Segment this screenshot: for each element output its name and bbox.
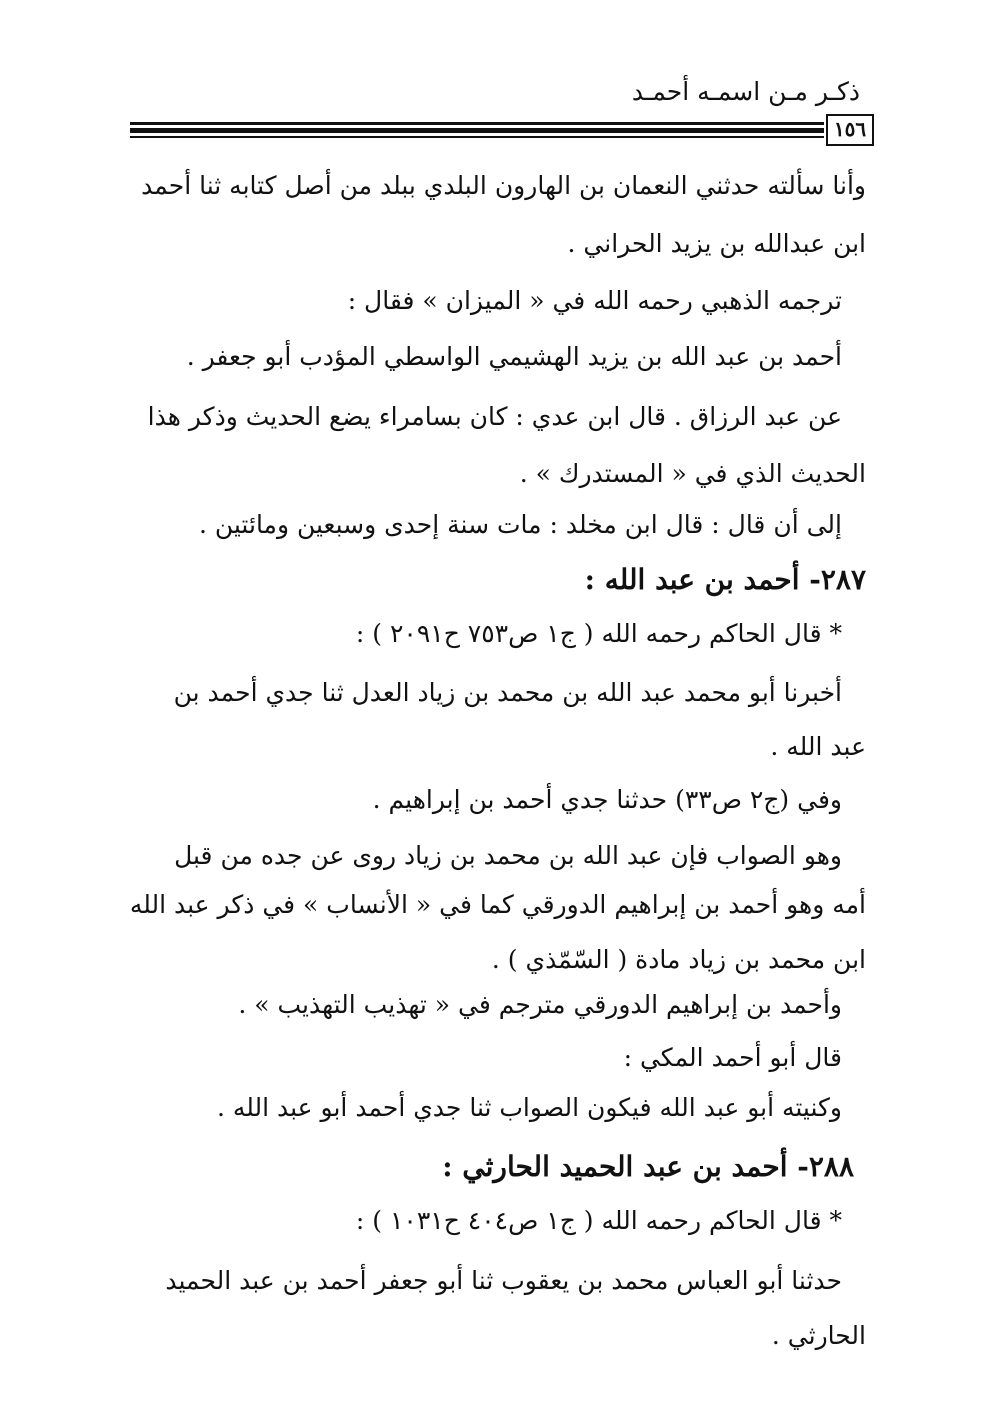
entry-heading-288: ٢٨٨- أحمد بن عبد الحميد الحارثي : bbox=[442, 1150, 854, 1183]
header-rule-hair bbox=[130, 136, 824, 138]
text-line: الحارثي . bbox=[771, 1321, 866, 1350]
text-line: وأحمد بن إبراهيم الدورقي مترجم في « تهذيب التهذيب » . bbox=[238, 990, 842, 1019]
text-line: وكنيته أبو عبد الله فيكون الصواب ثنا جدي أحمد أبو عبد الله . bbox=[216, 1093, 842, 1122]
text-line: أحمد بن عبد الله بن يزيد الهشيمي الواسطي المؤدب أبو جعفر . bbox=[186, 342, 842, 371]
text-line: حدثنا أبو العباس محمد بن يعقوب ثنا أبو جعفر أحمد بن عبد الحميد bbox=[165, 1266, 842, 1295]
text-line: ابن محمد بن زياد مادة ( السّمّذي ) . bbox=[491, 945, 866, 974]
text-line: أخبرنا أبو محمد عبد الله بن محمد بن زياد العدل ثنا جدي أحمد بن bbox=[173, 678, 842, 707]
text-line: قال أبو أحمد المكي : bbox=[623, 1043, 842, 1072]
page-number: ١٥٦ bbox=[826, 114, 874, 146]
text-line: عن عبد الرزاق . قال ابن عدي : كان بسامراء يضع الحديث وذكر هذا bbox=[147, 402, 842, 431]
text-line: أمه وهو أحمد بن إبراهيم الدورقي كما في « الأنساب » في ذكر عبد الله bbox=[129, 890, 866, 919]
entry-heading-287: ٢٨٧- أحمد بن عبد الله : bbox=[584, 563, 866, 596]
text-line: ابن عبدالله بن يزيد الحراني . bbox=[567, 229, 866, 258]
text-line: الحديث الذي في « المستدرك » . bbox=[519, 459, 866, 488]
text-line: ترجمه الذهبي رحمه الله في « الميزان » فقال : bbox=[347, 286, 842, 315]
text-line: * قال الحاكم رحمه الله ( ج١ ص٧٥٣ ح٢٠٩١ ) : bbox=[355, 619, 842, 648]
text-line: إلى أن قال : قال ابن مخلد : مات سنة إحدى وسبعين ومائتين . bbox=[198, 510, 842, 539]
header-rule-thick bbox=[130, 128, 824, 133]
text-line: عبد الله . bbox=[770, 732, 866, 761]
text-line: * قال الحاكم رحمه الله ( ج١ ص٤٠٤ ح١٠٣١ ) : bbox=[355, 1206, 842, 1235]
text-line: وأنا سألته حدثني النعمان بن الهارون البلدي ببلد من أصل كتابه ثنا أحمد bbox=[141, 171, 866, 200]
running-title: ذكـر مـن اسمـه أحمـد bbox=[631, 77, 860, 106]
header-rule bbox=[130, 112, 874, 152]
text-line: وهو الصواب فإن عبد الله بن محمد بن زياد روى عن جده من قبل bbox=[174, 841, 842, 870]
header-rule-thin bbox=[130, 122, 824, 125]
text-line: وفي (ج٢ ص٣٣) حدثنا جدي أحمد بن إبراهيم . bbox=[372, 785, 842, 814]
